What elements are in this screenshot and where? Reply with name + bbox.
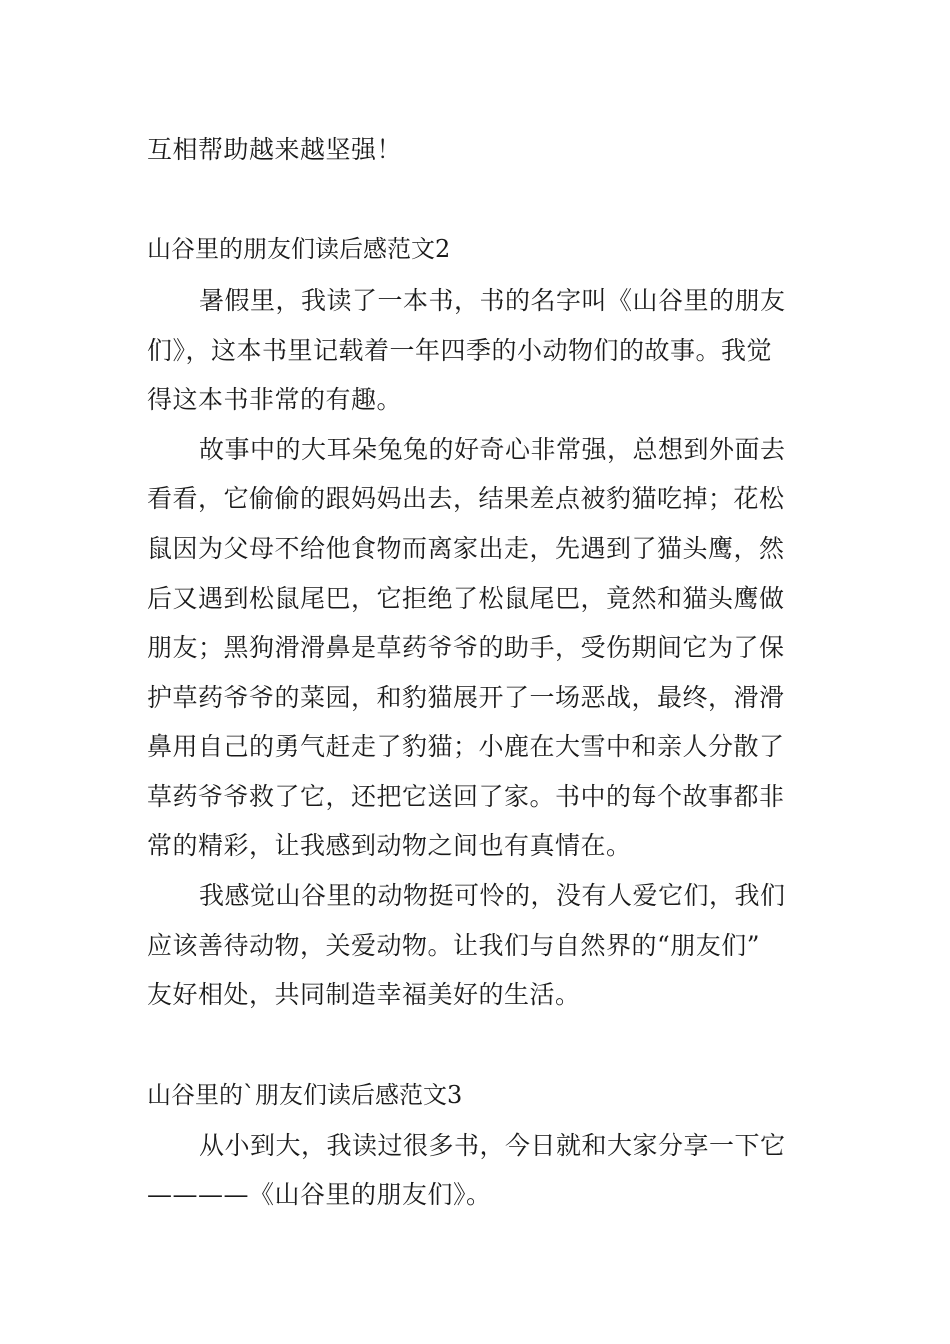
paragraph-line: 应该善待动物，关爱动物。让我们与自然界的“朋友们” [147, 931, 761, 960]
paragraph-line: 后又遇到松鼠尾巴，它拒绝了松鼠尾巴，竟然和猫头鹰做 [147, 584, 785, 613]
paragraph-line: 得这本书非常的有趣。 [147, 385, 403, 414]
paragraph-line: 草药爷爷救了它，还把它送回了家。书中的每个故事都非 [147, 782, 785, 811]
paragraph-line: 暑假里，我读了一本书，书的名字叫《山谷里的朋友 [199, 286, 786, 315]
paragraph-line: 友好相处，共同制造幸福美好的生活。 [147, 980, 581, 1009]
section-title: 山谷里的`朋友们读后感范文3 [147, 1081, 463, 1109]
paragraph-line: 们》，这本书里记载着一年四季的小动物们的故事。我觉 [147, 336, 773, 365]
paragraph-line: 护草药爷爷的菜园，和豹猫展开了一场恶战，最终，滑滑 [147, 683, 785, 712]
paragraph-line: 看看，它偷偷的跟妈妈出去，结果差点被豹猫吃掉；花松 [147, 484, 785, 513]
paragraph-line: 朋友；黑狗滑滑鼻是草药爷爷的助手，受伤期间它为了保 [147, 633, 785, 662]
paragraph-line: ————《山谷里的朋友们》。 [147, 1180, 492, 1209]
section-title: 山谷里的朋友们读后感范文2 [147, 235, 451, 263]
paragraph-line: 常的精彩，让我感到动物之间也有真情在。 [147, 831, 632, 860]
paragraph-line: 故事中的大耳朵兔兔的好奇心非常强，总想到外面去 [199, 435, 786, 464]
paragraph-line: 从小到大，我读过很多书，今日就和大家分享一下它 [199, 1131, 786, 1160]
paragraph-line: 鼠因为父母不给他食物而离家出走，先遇到了猫头鹰，然 [147, 534, 785, 563]
paragraph-line: 互相帮助越来越坚强！ [147, 135, 403, 164]
paragraph-line: 鼻用自己的勇气赶走了豹猫；小鹿在大雪中和亲人分散了 [147, 732, 785, 761]
paragraph-line: 我感觉山谷里的动物挺可怜的，没有人爱它们，我们 [199, 881, 786, 910]
